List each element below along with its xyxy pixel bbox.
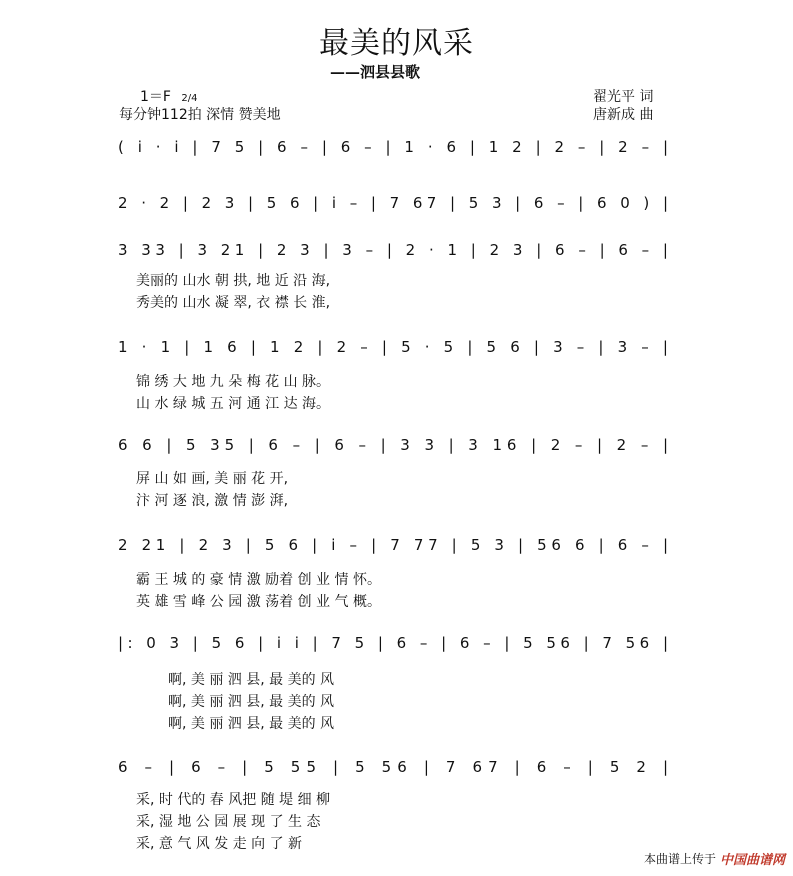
composer-credit: 唐新成 曲 <box>593 107 654 123</box>
lyric-line: 啊, 美 丽 泗 县, 最 美的 风 <box>168 672 335 688</box>
score-row-3: 3 33 | 3 21 | 2 3 | 3 – | 2 · 1 | 2 3 | 6 – | 6 – | <box>118 241 668 259</box>
lyric-line: 采, 意 气 风 发 走 向 了 新 <box>136 836 303 852</box>
score-row-7: |: 0 3 | 5 6 | i i | 7 5 | 6 – | 6 – | 5 56 | 7 56 | <box>118 634 669 652</box>
site-name: 中国曲谱网 <box>719 853 785 868</box>
lyric-line: 秀美的 山水 凝 翠, 衣 襟 长 淮, <box>136 295 331 311</box>
lyric-line: 锦 绣 大 地 九 朵 梅 花 山 脉。 <box>136 374 331 390</box>
tempo-marking: 每分钟112拍 深情 赞美地 <box>119 107 281 123</box>
lyric-line: 英 雄 雪 峰 公 园 激 荡着 创 业 气 概。 <box>136 594 381 610</box>
lyric-line: 采, 湿 地 公 园 展 现 了 生 态 <box>136 814 321 830</box>
lyric-line: 啊, 美 丽 泗 县, 最 美的 风 <box>168 694 335 710</box>
lyric-line: 汴 河 逐 浪, 激 情 澎 湃, <box>136 493 289 509</box>
subtitle: ——泗县县歌 <box>330 63 421 81</box>
lyric-line: 啊, 美 丽 泗 县, 最 美的 风 <box>168 716 335 732</box>
score-row-4: 1 · 1 | 1 6 | 1 2 | 2 – | 5 · 5 | 5 6 | 3 – | 3 – | <box>118 338 668 356</box>
upload-note: 本曲谱上传于 <box>643 852 716 866</box>
score-row-2: 2 · 2 | 2 3 | 5 6 | i – | 7 67 | 5 3 | 6 – | 6 0 ) | <box>118 194 668 212</box>
time-signature: 2/4 <box>181 93 198 104</box>
score-row-5: 6 6 | 5 35 | 6 – | 6 – | 3 3 | 3 16 | 2 – | 2 – | <box>118 436 668 454</box>
score-row-8: 6 – | 6 – | 5 55 | 5 56 | 7 67 | 6 – | 5 2 | <box>118 758 668 776</box>
score-row-1: ( i · i | 7 5 | 6 – | 6 – | 1 · 6 | 1 2 | 2 – | 2 – | <box>118 138 669 156</box>
page-title: 最美的风采 <box>319 26 474 61</box>
lyric-line: 屏 山 如 画, 美 丽 花 开, <box>136 471 289 487</box>
score-row-6: 2 21 | 2 3 | 5 6 | i – | 7 77 | 5 3 | 56 6 | 6 – | <box>118 536 669 554</box>
footer <box>644 849 785 868</box>
lyricist-credit: 翟光平 词 <box>593 89 654 105</box>
lyric-line: 美丽的 山水 朝 拱, 地 近 沿 海, <box>136 273 331 289</box>
key-signature <box>140 86 198 106</box>
key-label: 1＝F <box>140 89 171 105</box>
lyric-line: 霸 王 城 的 豪 情 激 励着 创 业 情 怀。 <box>136 572 381 588</box>
site-logo <box>720 849 785 868</box>
lyric-line: 采, 时 代的 春 风把 随 堤 细 柳 <box>136 792 331 808</box>
lyric-line: 山 水 绿 城 五 河 通 江 达 海。 <box>136 396 331 412</box>
